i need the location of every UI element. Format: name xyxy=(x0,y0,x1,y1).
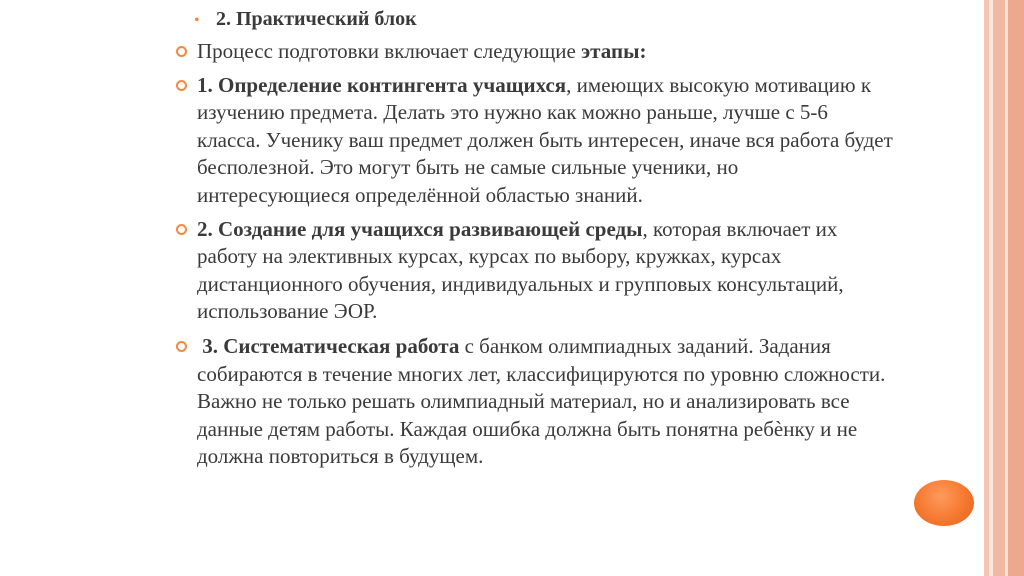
heading-text: 2. Практический блок xyxy=(216,8,417,30)
item-bold-tail: этапы: xyxy=(581,39,647,63)
ring-bullet-icon xyxy=(176,80,187,91)
ring-bullet-icon xyxy=(176,224,187,235)
stripe xyxy=(993,0,1005,576)
decorative-orange-circle xyxy=(914,480,974,526)
decorative-stripes xyxy=(984,0,1024,576)
slide-heading xyxy=(194,4,896,34)
slide-content xyxy=(176,4,896,471)
item-text: , имеющих высокую мотивацию к изучению предмета. Делать это нужно как можно раньше, лучше с 5-6 класса. Ученику ваш предмет должен быть интересен, иначе вся работа будет бесполезной. Это могут быть не самые сильные ученики, но интересующиеся определённой областью знаний. xyxy=(197,72,893,207)
stripe xyxy=(1008,0,1024,576)
list-item xyxy=(176,216,896,326)
item-text: , которая включает их работу на элективных курсах, курсах по выбору, кружках, курсах дистанционного обучения, индивидуальных и групповых консультаций, использование ЭОР. xyxy=(197,216,844,324)
item-text: с банком олимпиадных заданий. Задания собираются в течение многих лет, классифицируются по уровню сложности. Важно не только решать олимпиадный материал, но и анализировать все данные детям работы. Каждая ошибка должна быть понятна ребѐнку и не должна повториться в будущем. xyxy=(197,333,886,469)
bullet-icon: • xyxy=(194,12,200,29)
item-text: Процесс подготовки включает следующие xyxy=(197,39,582,63)
item-bold-lead: 3. Систематическая работа xyxy=(197,333,460,358)
item-bold-lead: 2. Создание для учащихся развивающей среды xyxy=(197,216,643,241)
ring-bullet-icon xyxy=(176,341,187,352)
list-item xyxy=(176,38,896,66)
list-item xyxy=(176,72,896,210)
item-bold-lead: 1. Определение контингента учащихся xyxy=(197,72,567,97)
list-item xyxy=(176,333,896,471)
ring-bullet-icon xyxy=(176,46,187,57)
